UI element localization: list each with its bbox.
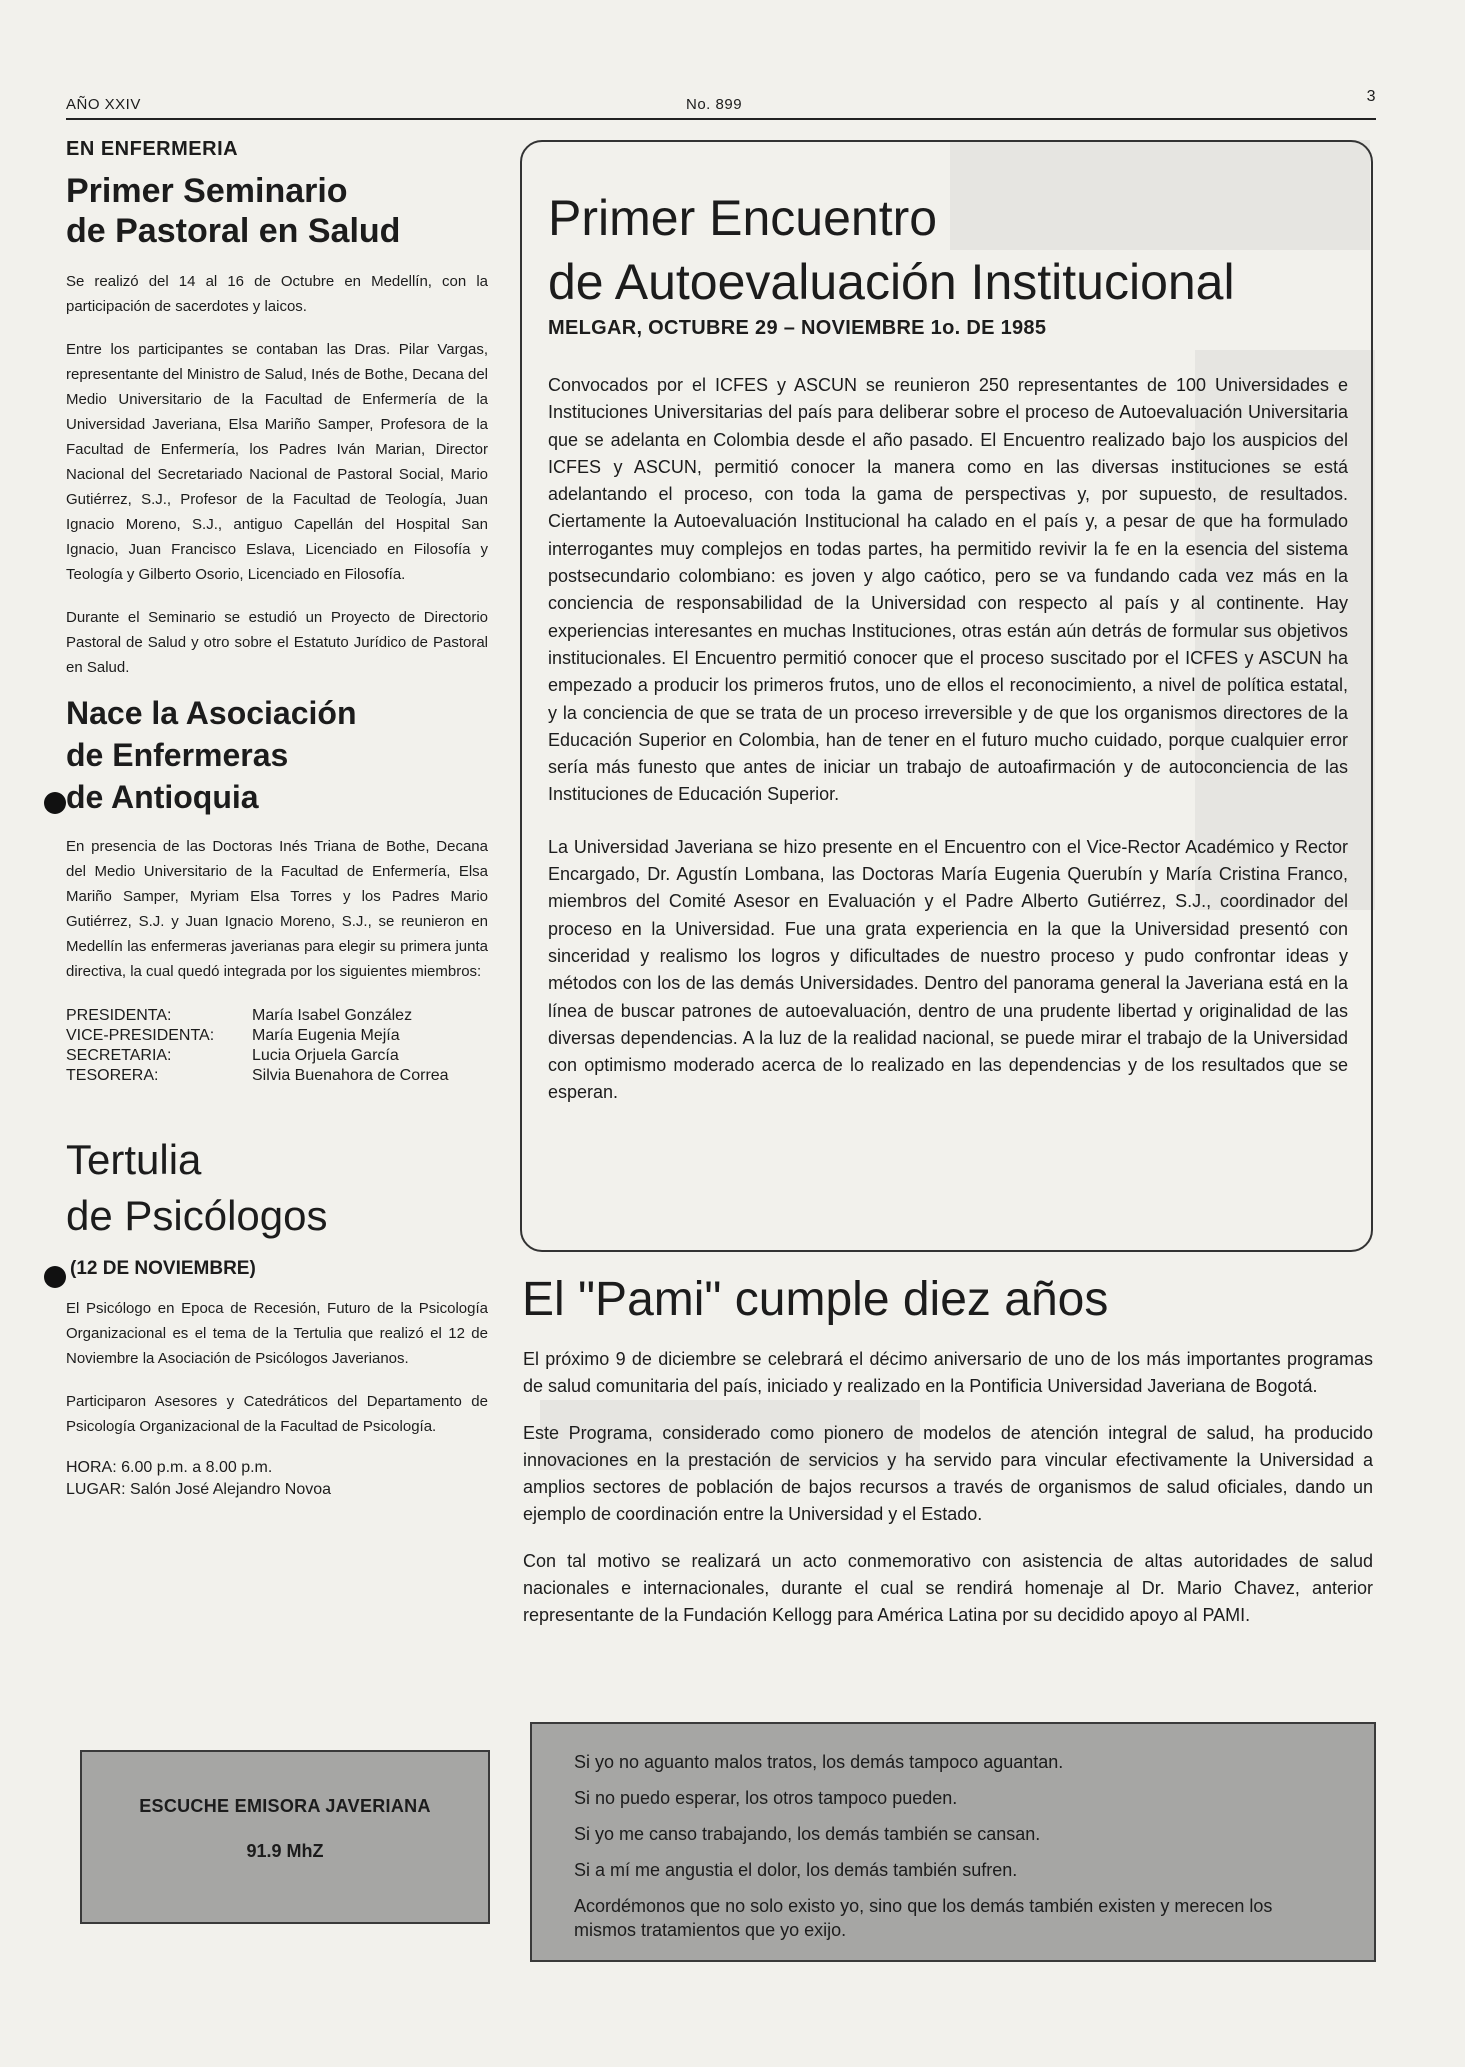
section-label: EN ENFERMERIA xyxy=(66,138,239,160)
board-role: SECRETARIA: xyxy=(66,1047,172,1064)
tertulia-participants: Participaron Asesores y Catedráticos del Departamento de Psicología Organizacional de la Facultad de Psicología. xyxy=(66,1393,488,1435)
asociacion-headline-line3: de Antioquia xyxy=(66,779,259,815)
pami-body xyxy=(523,1346,1373,1649)
encuentro-headline-line2: de Autoevaluación Institucional xyxy=(548,254,1235,310)
seminario-summary: Durante el Seminario se estudió un Proyecto de Directorio Pastoral de Salud y otro sobre el Estatuto Jurídico de Pastoral en Salud. xyxy=(66,609,488,676)
encuentro-headline-line1: Primer Encuentro xyxy=(548,190,938,246)
asociacion-headline-line1: Nace la Asociación xyxy=(66,695,357,731)
encuentro-paragraph: La Universidad Javeriana se hizo presente en el Encuentro con el Vice-Rector Académico y Rector Encargado, Dr. Agustín Lombana, las Doctoras María Eugenia Querubín y María Cristina Franco, miembros del Comité Asesor en Evaluación y el Padre Alberto Gutiérrez, S.J., coordinador del proceso en la Universidad. Fue una grata experiencia en la que la Universidad presentó con sinceridad y realismo los logros y dificultades de nuestro proceso y pudo confrontar ideas y métodos con los de las demás Universidades. Dentro del panorama general la Javeriana está en la línea de buscar patrones de autoevaluación, dentro de una prudente libertad y originalidad de las diversas dependencias. A la luz de la realidad nacional, se puede mirar el trabajo de la Universidad con optimismo moderado acerca de lo realizado en las dependencias y de los resultados que se esperan. xyxy=(548,836,1348,1103)
board-member: María Eugenia Mejía xyxy=(252,1027,400,1044)
emisora-box xyxy=(80,1750,490,1924)
seminario-intro: Se realizó del 14 al 16 de Octubre en Medellín, con la participación de sacerdotes y laicos. xyxy=(66,273,488,315)
issue-number: No. 899 xyxy=(686,96,743,113)
reflection-line: Si no puedo esperar, los otros tampoco pueden. xyxy=(574,1788,958,1808)
seminario-headline xyxy=(66,171,488,251)
board-role: PRESIDENTA: xyxy=(66,1007,172,1024)
binder-hole xyxy=(44,792,66,814)
reflection-line: Si yo no aguanto malos tratos, los demás tampoco aguantan. xyxy=(574,1752,1064,1772)
pami-paragraph: Con tal motivo se realizará un acto conmemorativo con asistencia de altas autoridades de salud nacionales e internacionales, durante el cual se rendirá homenaje al Dr. Mario Chavez, anterior representante de la Fundación Kellogg para América Latina por su decidido apoyo al PAMI. xyxy=(523,1551,1373,1625)
tertulia-headline-line2: de Psicólogos xyxy=(66,1192,328,1239)
asociacion-headline xyxy=(66,692,488,818)
tertulia-lugar: LUGAR: Salón José Alejandro Novoa xyxy=(66,1481,332,1498)
board-row xyxy=(66,1066,488,1086)
pami-headline: El "Pami" cumple diez años xyxy=(522,1273,1109,1326)
tertulia-date: (12 DE NOVIEMBRE) xyxy=(70,1258,256,1279)
pami-paragraph: Este Programa, considerado como pionero de modelos de atención integral de salud, ha producido innovaciones en la prestación de servicios y ha servido para vincular efectivamente la Universidad a amplios sectores de población de bajos recursos a través de organismos de salud oficiales, dando un ejemplo de coordinación entre la Universidad y el Estado. xyxy=(523,1423,1373,1524)
board-list xyxy=(66,1006,488,1086)
board-member: Silvia Buenahora de Correa xyxy=(252,1067,449,1084)
seminario-headline-line2: de Pastoral en Salud xyxy=(66,212,401,250)
board-row xyxy=(66,1006,488,1026)
reflection-line: Si a mí me angustia el dolor, los demás también sufren. xyxy=(574,1860,1018,1880)
board-role: VICE-PRESIDENTA: xyxy=(66,1027,215,1044)
reflection-line: Si yo me canso trabajando, los demás también se cansan. xyxy=(574,1824,1041,1844)
seminario-participants: Entre los participantes se contaban las Dras. Pilar Vargas, representante del Ministro de Salud, Inés de Bothe, Decana del Medio Universitario de la Facultad de Enfermería de la Universidad Javeriana, Elsa Mariño Samper, Profesora de la Facultad de Enfermería, los Padres Iván Marian, Director Nacional del Secretariado Nacional de Pastoral Social, Mario Gutiérrez, S.J., Profesor de la Facultad de Teología, Juan Ignacio Moreno, S.J., antiguo Capellán del Hospital San Ignacio, Juan Francisco Eslava, Licenciado en Filosofía y Teología y Gilberto Osorio, Licenciado en Filosofía. xyxy=(66,341,488,583)
pami-paragraph: El próximo 9 de diciembre se celebrará el décimo aniversario de uno de los más importantes programas de salud comunitaria del país, iniciado y realizado en la Pontificia Universidad Javeriana de Bogotá. xyxy=(523,1349,1373,1396)
board-row xyxy=(66,1046,488,1066)
encuentro-headline xyxy=(548,186,1368,314)
tertulia-hora: HORA: 6.00 p.m. a 8.00 p.m. xyxy=(66,1459,273,1476)
board-member: María Isabel González xyxy=(252,1007,413,1024)
volume-year: AÑO XXIV xyxy=(66,96,141,113)
emisora-frequency: 91.9 MhZ xyxy=(246,1841,324,1861)
board-role: TESORERA: xyxy=(66,1067,159,1084)
board-member: Lucia Orjuela García xyxy=(252,1047,399,1064)
asociacion-body: En presencia de las Doctoras Inés Triana de Bothe, Decana del Medio Universitario de la Facultad de Enfermería, Elsa Mariño Samper, Myriam Elsa Torres y los Padres Mario Gutiérrez, S.J. y Juan Ignacio Moreno, S.J., se reunieron en Medellín las enfermeras javerianas para elegir su primera junta directiva, la cual quedó integrada por los siguientes miembros: xyxy=(66,838,488,980)
tertulia-headline xyxy=(66,1132,488,1244)
asociacion-headline-line2: de Enfermeras xyxy=(66,737,289,773)
running-head xyxy=(66,88,1376,120)
tertulia-body: El Psicólogo en Epoca de Recesión, Futuro de la Psicología Organizacional es el tema de la Tertulia que realizó el 12 de Noviembre la Asociación de Psicólogos Javerianos. xyxy=(66,1300,488,1367)
encuentro-paragraph: Convocados por el ICFES y ASCUN se reunieron 250 representantes de 100 Universidades e Instituciones Universitarias del país para deliberar sobre el proceso de Autoevaluación Universitaria que se adelanta en Colombia desde el año pasado. El Encuentro realizado bajo los auspicios del ICFES y ASCUN, permitió conocer la manera como en las diversas instituciones se está adelantando el proceso, con toda la gama de perspectivas y, por supuesto, de resultados. Ciertamente la Autoevaluación Institucional ha calado en el país y, a pesar de que ha formulado interrogantes muy complejos en todas partes, ha permitido revivir la fe en la esencia del sistema postsecundario colombiano: es joven y algo caótico, pero se va fundando cada vez más en la conciencia de responsabilidad de la Universidad con respecto al país y al continente. Hay experiencias interesantes en muchas Instituciones, otras están aún detrás de formular sus objetivos institucionales. El Encuentro permitió conocer que el proceso suscitado por el ICFES y ASCUN ha empezado a producir los primeros frutos, uno de ellos el reconocimiento, a nivel de política estatal, y la conciencia de que se trata de un proceso irreversible y de que los organismos directores de la Educación Superior en Colombia, han de tener en el futuro mucho cuidado, porque cualquier error sería más funesto que antes de iniciar un trabajo de autoafirmación y de autoconciencia de las Instituciones de Educación Superior. xyxy=(548,375,1348,805)
emisora-label: ESCUCHE EMISORA JAVERIANA xyxy=(139,1796,431,1816)
reflection-line: Acordémonos que no solo existo yo, sino que los demás también existen y merecen los mismos tratamientos que yo exijo. xyxy=(574,1896,1273,1940)
board-row xyxy=(66,1026,488,1046)
reflection-box xyxy=(530,1722,1376,1962)
binder-hole xyxy=(44,1266,66,1288)
page-number: 3 xyxy=(1366,88,1376,105)
seminario-headline-line1: Primer Seminario xyxy=(66,172,348,210)
encuentro-dateline: MELGAR, OCTUBRE 29 – NOVIEMBRE 1o. DE 1985 xyxy=(548,317,1047,339)
encuentro-body xyxy=(548,372,1348,1132)
left-column xyxy=(66,138,488,1501)
tertulia-headline-line1: Tertulia xyxy=(66,1136,202,1183)
